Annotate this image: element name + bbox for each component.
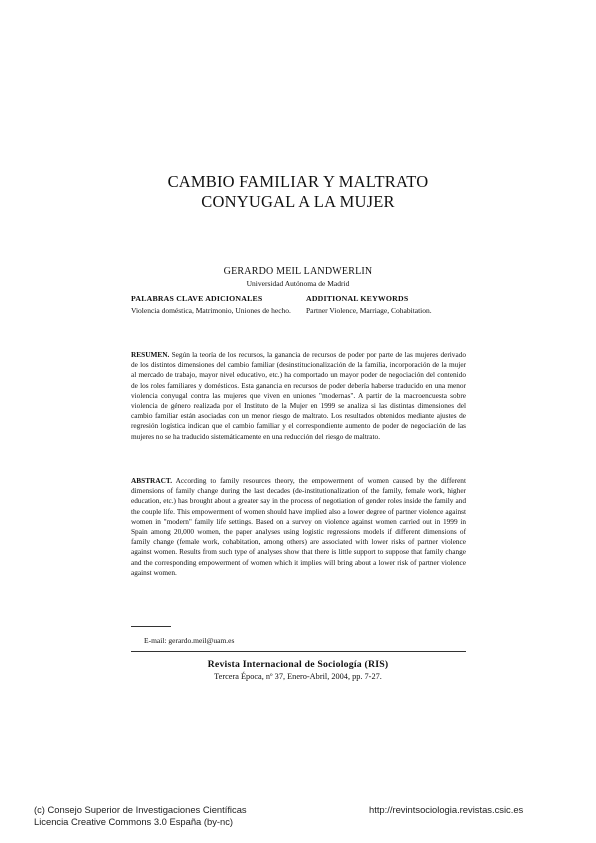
author-name: GERARDO MEIL LANDWERLIN — [223, 266, 373, 277]
journal-url-link[interactable]: http://revintsociologia.revistas.csic.es — [369, 804, 524, 815]
resumen-label: RESUMEN. — [131, 350, 170, 359]
keywords-en-text: Partner Violence, Marriage, Cohabitation. — [306, 306, 432, 315]
journal-rule — [131, 651, 466, 652]
footnote-rule — [131, 626, 171, 627]
abstract-text: According to family resources theory, the empowerment of women caused by the different dimensions of family change during the last decades (de-institutionalization of the family, female work, higher education, etc.) has brought about a greater say in the process of negotiation of gender roles inside the family and the couple life. This empowerment of women should have implied also a lower degree of partner violence against women in "modern" family life settings. Based on a survey on violence against women carried out in 1999 in Spain among 20,000 women, the paper analyses using logistic regressions models if different dimensions of family change (female work, cohabitation, among others) are associated with lower risks of partner violence against women. Results from such type of analyses show that there is little support to suppose that family change and the corresponding empowerment of women which it implies will bring about a lower risk of partner violence against women. — [131, 476, 466, 577]
keywords-es-heading: PALABRAS CLAVE ADICIONALES — [131, 294, 263, 303]
author-affiliation: Universidad Autónoma de Madrid — [246, 279, 350, 288]
journal-issue: Tercera Época, nº 37, Enero-Abril, 2004, pp. 7-27. — [214, 672, 382, 681]
license-copyright: (c) Consejo Superior de Investigaciones Científicas — [34, 804, 247, 815]
abstract-label: ABSTRACT. — [131, 476, 173, 485]
keywords-en-heading: ADDITIONAL KEYWORDS — [306, 294, 409, 303]
keywords-es-text: Violencia doméstica, Matrimonio, Uniones de hecho. — [131, 306, 291, 315]
journal-name: Revista Internacional de Sociología (RIS) — [207, 659, 389, 670]
resumen-paragraph — [131, 350, 466, 442]
keywords-es — [131, 294, 299, 316]
license-block — [34, 804, 247, 828]
article-title-line-2: CONYUGAL A LA MUJER — [201, 192, 395, 211]
article-title-line-1: CAMBIO FAMILIAR Y MALTRATO — [167, 172, 429, 191]
license-terms: Licencia Creative Commons 3.0 España (by-nc) — [34, 816, 234, 827]
resumen-text: Según la teoría de los recursos, la ganancia de recursos de poder por parte de las mujeres derivado de los distintos dimensiones del cambio familiar (desinstitucionalización de la familia, incorporación de la mujer al mercado de trabajo, mayor nivel educativo, etc.) ha comportado un mayor poder de negociación del contenido de los roles familiares y domésticos. Esta ganancia en recursos de poder debería haberse traducido en una menor violencia conyugal contra las mujeres que viven en uniones "modernas". A partir de la macroencuesta sobre violencia de género realizada por el Instituto de la Mujer en 1999 se analiza si las distintas dimensiones del cambio familiar están asociadas con un menor riesgo de maltrato. Los resultados obtenidos mediante ajustes de regresión logística indican que el cambio familiar y el correspondiente aumento de poder de negociación de las mujeres no se ha traducido sistemáticamente en una reducción del riesgo de maltrato. — [131, 350, 466, 441]
keywords-en — [306, 294, 466, 316]
abstract-paragraph — [131, 476, 466, 578]
footnote-email: E-mail: gerardo.meil@uam.es — [144, 636, 235, 645]
